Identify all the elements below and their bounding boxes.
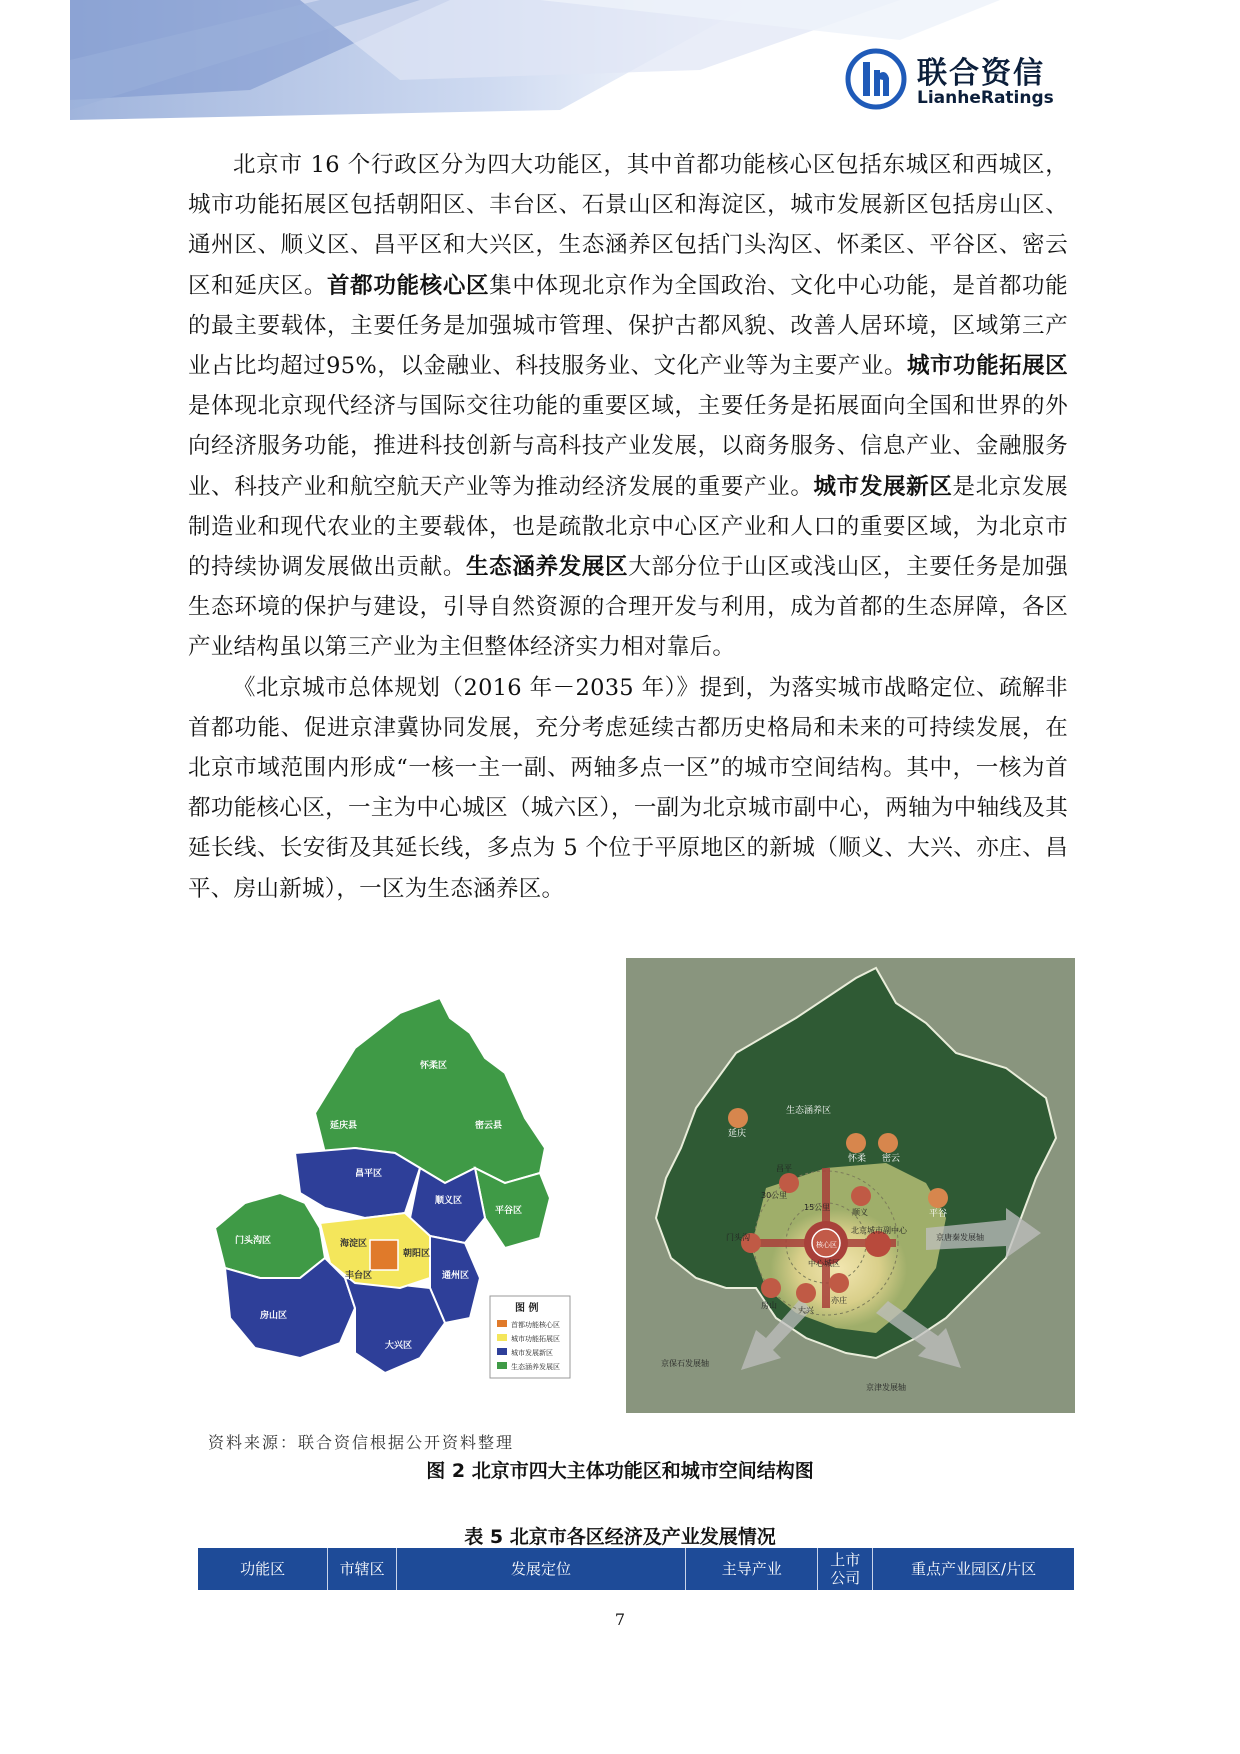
- label-huairou: 怀柔: [848, 1154, 867, 1164]
- legend-item: 城市发展新区: [511, 1349, 553, 1357]
- legend-swatch: [497, 1334, 507, 1341]
- text-segment: 《北京城市总体规划（2016 年－2035 年）》提到，为落实城市战略定位、疏解非首都功能、促进京津冀协同发展，充分考虑延续古都历史格局和未来的可持续发展，在北京市域范围内形成“一核一主一副、两轴多点一区”的城市空间结构。其中，一核为首都功能核心区，一主为中心城区（城六区），一副为北京城市副中心，两轴为中轴线及其延长线、长安街及其延长线，多点为 5 个位于平原地区的新城（顺义、大兴、亦庄、昌平、房山新城），一区为生态涵养区。: [188, 674, 1068, 902]
- label-jingbao-axis: 京保石发展轴: [661, 1359, 709, 1368]
- node-fangshan: [761, 1278, 781, 1298]
- table-caption: 表 5 北京市各区经济及产业发展情况: [464, 1526, 776, 1548]
- label-15km: 15公里: [804, 1203, 831, 1212]
- figure-beijing-maps: [205, 958, 1075, 1413]
- paragraph-city-plan: [188, 668, 1068, 909]
- label-huairou: 怀柔区: [420, 1061, 448, 1071]
- label-mentougou: 门头沟: [726, 1233, 750, 1242]
- figure-caption: 图 2 北京市四大主体功能区和城市空间结构图: [426, 1460, 814, 1482]
- label-core: 核心区: [816, 1241, 837, 1249]
- label-mentougou: 门头沟区: [235, 1236, 272, 1246]
- text-segment: 集中体现北京作为全国政治、文化中心功能，是首都功能的最主要载体，主要任务是加强城市管理、保护古都风貌、改善人居环境，区域第三产业占比均超过95%，以金融业、科技服务业、文化产业等为主要产业。: [188, 272, 1068, 380]
- column-header-district: 市辖区: [328, 1548, 397, 1590]
- label-shunyi: 顺义: [852, 1208, 868, 1217]
- label-center-city: 中心城区: [808, 1259, 840, 1268]
- label-eco-zone: 生态涵养区: [786, 1106, 832, 1116]
- column-header-industrial-parks: 重点产业园区/片区: [873, 1548, 1074, 1590]
- label-yanqing: 延庆县: [330, 1121, 358, 1131]
- logo-chinese-name: 联合资信: [917, 56, 1045, 91]
- label-pinggu: 平谷区: [495, 1206, 523, 1216]
- legend-item: 生态涵养发展区: [511, 1363, 560, 1371]
- lianhe-logo-icon: [845, 48, 907, 110]
- node-shunyi: [851, 1186, 871, 1206]
- label-shunyi: 顺义区: [435, 1196, 463, 1206]
- legend-swatch: [497, 1348, 507, 1355]
- table-header-row: [198, 1548, 1074, 1590]
- legend-item: 首都功能核心区: [511, 1321, 560, 1329]
- map-legend: [490, 1296, 570, 1378]
- label-jingjin-axis: 京津发展轴: [866, 1383, 906, 1392]
- label-haidian: 海淀区: [340, 1239, 368, 1249]
- district-economy-table: [198, 1548, 1074, 1590]
- label-miyun: 密云县: [475, 1121, 503, 1131]
- label-daxing: 大兴区: [385, 1341, 413, 1351]
- district-core-zone: [370, 1240, 398, 1270]
- label-subcenter: 北京城市副中心: [851, 1226, 907, 1235]
- body-text: [188, 145, 1068, 909]
- label-changping: 昌平: [776, 1164, 792, 1173]
- text-segment: 北京市 16 个行政区分为四大功能区，其中首都功能核心区包括东城区和西城区，城市功能拓展区包括朝阳区、丰台区、石景山区和海淀区，城市发展新区包括房山区、通州区、顺义区、昌平区和大兴区，生态涵养区包括门头沟区、怀柔区、平谷区、密云区和延庆区。: [188, 152, 1068, 299]
- term-expansion-zone: 城市功能拓展区: [907, 353, 1068, 380]
- label-fengtai: 丰台区: [345, 1271, 373, 1281]
- district-changping: [295, 1148, 420, 1218]
- company-logo: [845, 46, 1075, 116]
- label-jingtang-axis: 京唐秦发展轴: [936, 1233, 984, 1242]
- node-yanqing: [728, 1108, 748, 1128]
- term-ecological-zone: 生态涵养发展区: [466, 554, 629, 581]
- source-note: 资料来源：联合资信根据公开资料整理: [208, 1433, 515, 1452]
- node-pinggu: [928, 1188, 948, 1208]
- label-fangshan: 房山区: [260, 1311, 288, 1321]
- text-segment: 是北京发展制造业和现代农业的主要载体，也是疏散北京中心区产业和人口的重要区域，为北京市的持续协调发展做出贡献。: [188, 473, 1068, 581]
- label-30km: 30公里: [761, 1191, 788, 1200]
- term-new-development-zone: 城市发展新区: [813, 473, 953, 500]
- term-core-zone: 首都功能核心区: [327, 272, 490, 299]
- logo-english-name: LianheRatings: [917, 88, 1054, 108]
- label-pinggu: 平谷: [929, 1209, 948, 1219]
- column-header-leading-industry: 主导产业: [686, 1548, 818, 1590]
- column-header-positioning: 发展定位: [396, 1548, 685, 1590]
- label-chaoyang: 朝阳区: [403, 1249, 431, 1259]
- node-changping: [779, 1173, 799, 1193]
- node-miyun: [878, 1133, 898, 1153]
- text-segment: 是体现北京现代经济与国际交往功能的重要区域，主要任务是拓展面向全国和世界的外向经济服务功能，推进科技创新与高科技产业发展，以商务服务、信息产业、金融服务业、科技产业和航空航天产业等为推动经济发展的重要产业。: [188, 393, 1068, 500]
- node-yizhuang: [829, 1273, 849, 1293]
- map-spatial-structure: [626, 958, 1075, 1413]
- legend-title: 图 例: [515, 1303, 539, 1314]
- node-huairou: [846, 1133, 866, 1153]
- node-daxing: [796, 1283, 816, 1303]
- paragraph-functional-zones: [188, 145, 1068, 668]
- label-yanqing: 延庆: [728, 1129, 747, 1139]
- column-header-function-zone: 功能区: [198, 1548, 328, 1590]
- column-header-listed-companies: 上市 公司: [818, 1548, 873, 1590]
- label-tongzhou: 通州区: [442, 1271, 470, 1281]
- legend-swatch: [497, 1320, 507, 1327]
- text-segment: 大部分位于山区或浅山区，主要任务是加强生态环境的保护与建设，引导自然资源的合理开发与利用，成为首都的生态屏障，各区产业结构虽以第三产业为主但整体经济实力相对靠后。: [188, 554, 1068, 661]
- label-miyun: 密云: [882, 1154, 901, 1164]
- legend-item: 城市功能拓展区: [511, 1335, 560, 1343]
- legend-swatch: [497, 1362, 507, 1369]
- page-number: 7: [614, 1610, 626, 1629]
- label-changping: 昌平区: [355, 1169, 383, 1179]
- map-functional-zones: [205, 978, 625, 1388]
- label-fangshan: 房山: [761, 1301, 777, 1310]
- label-yizhuang: 亦庄: [831, 1296, 847, 1305]
- label-daxing: 大兴: [798, 1306, 814, 1315]
- district-daxing: [345, 1278, 445, 1373]
